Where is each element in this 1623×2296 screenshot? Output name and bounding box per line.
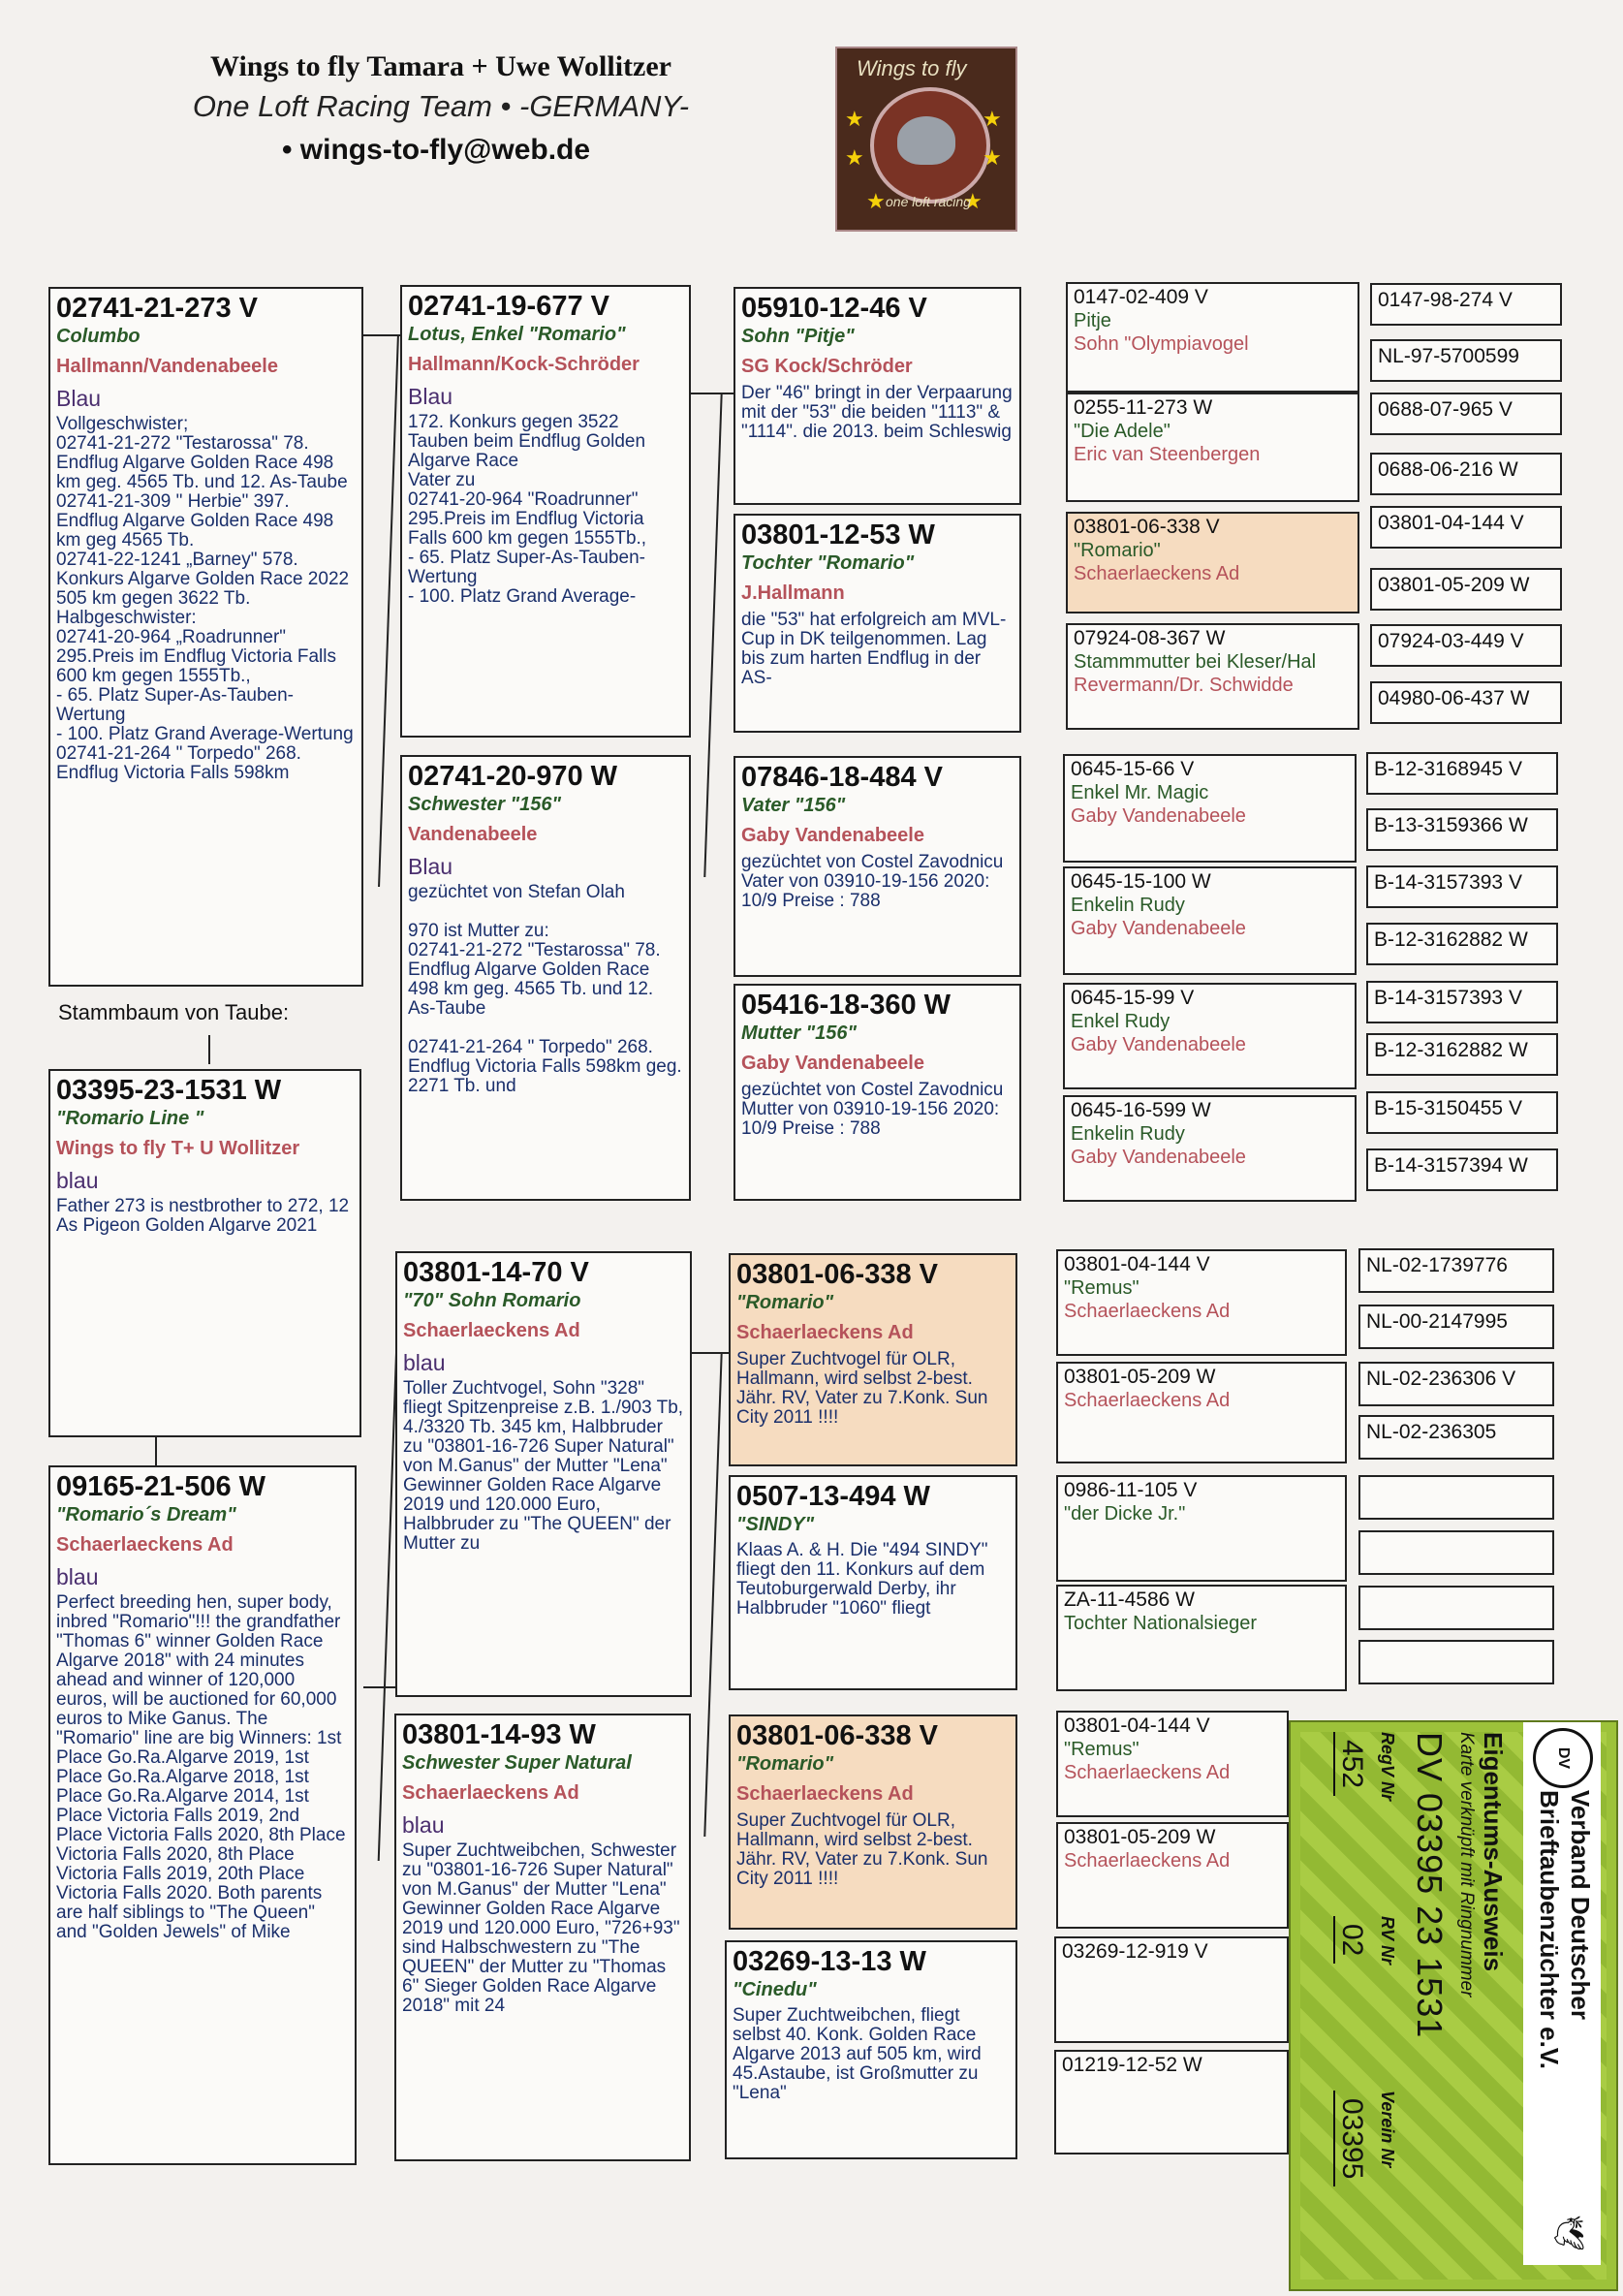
ggggp-cell[interactable] — [1358, 1586, 1554, 1630]
gggp-ring: 0645-15-100 W — [1071, 870, 1211, 893]
gggp-breeder: Gaby Vandenabeele — [1071, 1147, 1246, 1168]
ggp-ring: 03801-06-338 V — [736, 1720, 938, 1751]
team-logo — [835, 47, 1017, 232]
gggp-card[interactable] — [1066, 512, 1359, 613]
gggp-breeder: Eric van Steenbergen — [1074, 444, 1261, 465]
gp-ring: 02741-20-970 W — [408, 761, 618, 792]
subject-breeder: Wings to fly T+ U Wollitzer — [56, 1138, 300, 1159]
ggp-ring: 05910-12-46 V — [741, 293, 927, 324]
ggp-ring: 0507-13-494 W — [736, 1481, 930, 1512]
ggp-ring: 03801-06-338 V — [736, 1259, 938, 1290]
ggggp-cell[interactable] — [1358, 1640, 1554, 1684]
sire-text: Vollgeschwister; 02741-21-272 "Testarossa" 78. Endflug Algarve Golden Race 498 km geg. 4565 Tb. und 12. As-Taube 02741-21-309 " Herbie" 397. Endflug Algarve Golden Race 498 km geg 4565 Tb. 02741-22-1241 „Barney" 578. Konkurs Algarve Golden Race 2022 505 km gegen 3622 Tb. Halbgeschwister: 02741-20-964 „Roadrunner" 295.Preis im Endflug Victoria Falls 600 km gegen 1555Tb., - 65. Platz Super-As-Tauben-Wertung - 100. Platz Grand Average-Wertung 02741-21-264 " Torpedo" 268. Endflug Victoria Falls 598km — [56, 414, 354, 783]
gggp-card[interactable] — [1063, 983, 1357, 1089]
gggp-card[interactable] — [1066, 282, 1359, 393]
ggp-text: Super Zuchtweibchen, fliegt selbst 40. Konk. Golden Race Algarve 2013 auf 505 km, wird 45.Astaube, ist Großmutter zu "Lena" — [733, 2005, 982, 2103]
gggp-ring: 0645-15-99 V — [1071, 987, 1195, 1009]
pigeon-icon: 🕊 — [1552, 2214, 1584, 2251]
pedigree-label: Stammbaum von Taube: — [58, 1000, 290, 1024]
star-icon: ★ — [963, 189, 983, 213]
ggggp-cell[interactable]: 0688-07-965 V — [1370, 393, 1562, 435]
ggggp-cell[interactable]: B-14-3157394 W — [1366, 1148, 1558, 1191]
logo-text-bottom: one loft racing — [886, 194, 971, 209]
star-icon: ★ — [983, 145, 1002, 170]
card-rv-value: 02 — [1333, 1916, 1368, 1964]
dam-text: Perfect breeding hen, super body, inbred "Romario"!!! the grandfather "Thomas 6" winner Golden Race Algarve 2018" with 24 minutes ahead and winner of 120,000 euros, will be auctioned for 60,000 euros to Mike Ganus. The "Romario" line are big Winners: 1st Place Go.Ra.Algarve 2019, 1st Place Go.Ra.Algarve 2018, 1st Place Go.Ra.Algarve 2014, 1st Place Victoria Falls 2019, 2nd Place Victoria Falls 2020, 8th Place Victoria Falls 2020, 8th Place Victoria Falls 2019, 20th Place Victoria Falls 2020. Both parents are half siblings to "The Queen" and "Golden Jewels" of Mike — [56, 1592, 346, 1942]
card-verein-value: 03395 — [1333, 2091, 1368, 2186]
gp-breeder: Vandenabeele — [408, 824, 538, 845]
ggp-text: Super Zuchtvogel für OLR, Hallmann, wird selbst 2-best. Jähr. RV, Vater zu 7.Konk. Sun City 2011 !!!! — [736, 1349, 988, 1428]
ggggp-cell[interactable]: 0688-06-216 W — [1370, 453, 1562, 495]
ggp-name: Sohn "Pitje" — [741, 326, 855, 347]
gggp-card[interactable] — [1056, 1475, 1347, 1582]
gggp-card[interactable] — [1063, 754, 1357, 863]
ggp-breeder: Gaby Vandenabeele — [741, 1053, 924, 1074]
gp-ring: 03801-14-70 V — [403, 1257, 589, 1288]
ggp-ring: 03269-13-13 W — [733, 1946, 926, 1977]
sire-name: Columbo — [56, 326, 140, 347]
dam-card[interactable] — [48, 1465, 357, 2165]
gggp-ring: 0255-11-273 W — [1074, 396, 1213, 419]
gp-ring: 03801-14-93 W — [402, 1719, 596, 1750]
gggp-ring: 07924-08-367 W — [1074, 627, 1226, 649]
dam-breeder: Schaerlaeckens Ad — [56, 1534, 234, 1556]
ggp-name: Tochter "Romario" — [741, 552, 915, 574]
gggp-name: Pitje — [1074, 310, 1111, 331]
ggggp-cell[interactable]: NL-97-5700599 — [1370, 339, 1562, 382]
card-verein-label: Verein Nr — [1378, 2091, 1397, 2168]
ggggp-cell[interactable]: 04980-06-437 W — [1370, 681, 1562, 724]
great-grandparent-card[interactable] — [733, 514, 1021, 733]
card-org-line2: Brieftaubenzüchter e.V. — [1535, 1790, 1564, 2070]
gp-color: Blau — [408, 384, 453, 409]
subject-text: Father 273 is nestbrother to 272, 12 As Pigeon Golden Algarve 2021 — [56, 1196, 350, 1236]
gggp-name: Enkel Rudy — [1071, 1011, 1170, 1032]
ggp-name: "Romario" — [736, 1753, 834, 1775]
gggp-ring: 03801-06-338 V — [1074, 516, 1220, 538]
gggp-ring: 03801-04-144 V — [1064, 1714, 1210, 1737]
header-email[interactable]: • wings-to-fly@web.de — [281, 134, 591, 166]
ggp-name: "Cinedu" — [733, 1979, 817, 2000]
gggp-breeder: Schaerlaeckens Ad — [1064, 1762, 1231, 1783]
gggp-ring: 0986-11-105 V — [1064, 1479, 1198, 1501]
header-subtitle: One Loft Racing Team • -GERMANY- — [192, 89, 690, 123]
ggggp-cell[interactable] — [1358, 1475, 1554, 1520]
ggp-name: Mutter "156" — [741, 1022, 857, 1044]
ggggp-cell[interactable]: B-12-3162882 W — [1366, 923, 1558, 965]
sire-breeder: Hallmann/Vandenabeele — [56, 356, 278, 377]
ggp-breeder: SG Kock/Schröder — [741, 356, 913, 377]
ggp-text: Klaas A. & H. Die "494 SINDY" fliegt den 11. Konkurs auf dem Teutoburgerwald Derby, ihr Halbbruder "1060" fliegt — [736, 1540, 988, 1619]
card-subtitle: Karte verknüpft mit Ringnummer — [1456, 1732, 1477, 1997]
gggp-card[interactable] — [1056, 1711, 1289, 1817]
ggp-breeder: Schaerlaeckens Ad — [736, 1783, 914, 1805]
gggp-ring: 03801-04-144 V — [1064, 1253, 1210, 1275]
ggggp-cell[interactable]: NL-02-236306 V — [1358, 1362, 1554, 1406]
ggp-name: "Romario" — [736, 1292, 834, 1313]
gp-color: blau — [403, 1350, 446, 1375]
subject-card[interactable] — [48, 1069, 361, 1437]
card-regv-value: 452 — [1333, 1732, 1368, 1796]
gggp-name: "der Dicke Jr." — [1064, 1503, 1186, 1525]
card-org-line1: Verband Deutscher — [1566, 1790, 1595, 2020]
ggggp-cell[interactable]: B-13-3159366 W — [1366, 808, 1558, 851]
great-grandparent-card[interactable] — [725, 1940, 1017, 2159]
gp-text: Toller Zuchtvogel, Sohn "328" fliegt Spitzenpreise z.B. 1./903 Tb, 4./3320 Tb. 345 km, Halbbruder zu "03801-16-726 Super Natural" von M.Ganus" der Mutter "Lena" Gewinner Golden Race Algarve 2019 und 120.000 Euro, Halbbruder zu "The QUEEN" der Mutter zu — [403, 1378, 684, 1554]
gp-breeder: Hallmann/Kock-Schröder — [408, 354, 640, 375]
gggp-breeder: Gaby Vandenabeele — [1071, 918, 1246, 939]
card-title: Eigentums-Ausweis — [1479, 1732, 1508, 1972]
great-grandparent-card[interactable] — [733, 287, 1021, 505]
great-grandparent-card[interactable] — [729, 1714, 1017, 1930]
gggp-name: "Die Adele" — [1074, 421, 1170, 442]
ggp-text: gezüchtet von Costel Zavodnicu Vater von 03910-19-156 2020: 10/9 Preise : 788 — [741, 852, 1004, 911]
gggp-name: Tochter Nationalsieger — [1064, 1613, 1257, 1634]
dam-color: blau — [56, 1564, 99, 1589]
dv-seal-icon: DV — [1533, 1728, 1593, 1788]
ggp-ring: 07846-18-484 V — [741, 762, 943, 793]
gp-text: gezüchtet von Stefan Olah 970 ist Mutter zu: 02741-21-272 "Testarossa" 78. Endflug Algarve Golden Race 498 km geg. 4565 Tb. und 12. As-Taube 02741-21-264 " Torpedo" 268. Endflug Victoria Falls 598km geg. 2271 Tb. und — [408, 882, 682, 1096]
card-ring-number: DV 03395 23 1531 — [1410, 1732, 1450, 2039]
great-grandparent-card[interactable] — [733, 984, 1021, 1201]
gp-breeder: Schaerlaeckens Ad — [402, 1782, 579, 1804]
grandparent-card[interactable] — [394, 1714, 691, 2161]
dam-ring: 09165-21-506 W — [56, 1471, 266, 1502]
gggp-ring: ZA-11-4586 W — [1064, 1588, 1195, 1611]
gggp-card[interactable] — [1056, 1822, 1289, 1929]
gggp-card[interactable] — [1056, 1249, 1347, 1356]
gggp-name: "Remus" — [1064, 1277, 1139, 1299]
subject-ring: 03395-23-1531 W — [56, 1075, 282, 1106]
gggp-card[interactable] — [1066, 393, 1359, 502]
gggp-ring: 0645-16-599 W — [1071, 1099, 1211, 1121]
sire-color: Blau — [56, 386, 102, 411]
gggp-card[interactable] — [1056, 1362, 1347, 1463]
gggp-card[interactable] — [1063, 866, 1357, 975]
card-content — [1300, 1722, 1601, 2265]
gggp-name: Enkelin Rudy — [1071, 1123, 1185, 1145]
gp-text: 172. Konkurs gegen 3522 Tauben beim Endflug Golden Algarve Race Vater zu 02741-20-964 "Roadrunner" 295.Preis im Endflug Victoria Falls 600 km gegen 1555Tb., - 65. Platz Super-As-Tauben-Wertung - 100. Platz Grand Average- — [408, 412, 647, 607]
gggp-breeder: Gaby Vandenabeele — [1071, 805, 1246, 827]
gp-name: Schwester Super Natural — [402, 1752, 632, 1774]
great-grandparent-card[interactable] — [733, 756, 1021, 977]
subject-name: "Romario Line " — [56, 1108, 204, 1129]
gggp-name: "Remus" — [1064, 1739, 1139, 1760]
card-rv-label: RV Nr — [1378, 1916, 1397, 1966]
ggggp-cell[interactable]: B-12-3168945 V — [1366, 752, 1558, 795]
gggp-name: Enkel Mr. Magic — [1071, 782, 1209, 803]
ggp-text: Super Zuchtvogel für OLR, Hallmann, wird selbst 2-best. Jähr. RV, Vater zu 7.Konk. Sun City 2011 !!!! — [736, 1810, 988, 1889]
gggp-breeder: Revermann/Dr. Schwidde — [1074, 675, 1294, 696]
ggp-ring: 03801-12-53 W — [741, 519, 935, 550]
gp-name: "70" Sohn Romario — [403, 1290, 581, 1311]
star-icon: ★ — [845, 145, 864, 170]
great-grandparent-card[interactable] — [729, 1475, 1017, 1690]
gggp-breeder: Schaerlaeckens Ad — [1064, 1301, 1231, 1322]
gp-text: Super Zuchtweibchen, Schwester zu "03801-16-726 Super Natural" von M.Ganus" der Mutter "Lena" Gewinner Golden Race Algarve 2019 und 120.000 Euro, "726+93" sind Halbschwestern zu "The QUEEN" der Mutter zu "Thomas 6" Sieger Golden Race Algarve 2018" mit 24 — [402, 1840, 680, 2016]
ggggp-cell[interactable]: NL-02-1739776 — [1358, 1248, 1554, 1293]
gggp-card[interactable] — [1066, 623, 1359, 730]
ggp-breeder: Schaerlaeckens Ad — [736, 1322, 914, 1343]
gggp-card[interactable] — [1054, 2050, 1289, 2154]
ggggp-cell[interactable]: NL-02-236305 — [1358, 1415, 1554, 1460]
sire-ring: 02741-21-273 V — [56, 293, 258, 324]
ggp-text: die "53" hat erfolgreich am MVL-Cup in DK teilgenommen. Lag bis zum harten Endflug in der AS- — [741, 610, 1007, 688]
gggp-card[interactable] — [1054, 1936, 1289, 2043]
ggggp-cell[interactable] — [1358, 1530, 1554, 1575]
ggp-name: Vater "156" — [741, 795, 846, 816]
ggggp-cell[interactable]: B-14-3157393 V — [1366, 865, 1558, 908]
gggp-breeder: Gaby Vandenabeele — [1071, 1034, 1246, 1055]
ggp-breeder: Gaby Vandenabeele — [741, 825, 924, 846]
gggp-name: Enkelin Rudy — [1071, 895, 1185, 916]
great-grandparent-card[interactable] — [729, 1253, 1017, 1466]
gp-name: Lotus, Enkel "Romario" — [408, 324, 626, 345]
ggp-name: "SINDY" — [736, 1514, 815, 1535]
ownership-card — [1289, 1720, 1618, 2291]
gp-color: Blau — [408, 854, 453, 879]
gp-ring: 02741-19-677 V — [408, 291, 609, 322]
logo-text-top: Wings to fly — [857, 56, 967, 80]
grandparent-card[interactable] — [395, 1251, 692, 1697]
header-title: Wings to fly Tamara + Uwe Wollitzer — [210, 50, 671, 82]
ggp-ring: 05416-18-360 W — [741, 990, 952, 1021]
gggp-card[interactable] — [1056, 1585, 1347, 1691]
gp-color: blau — [402, 1812, 445, 1838]
gggp-breeder: Sohn "Olympiavogel — [1074, 333, 1249, 355]
gp-name: Schwester "156" — [408, 794, 561, 815]
ggp-breeder: J.Hallmann — [741, 582, 845, 604]
gggp-ring: 0645-15-66 V — [1071, 758, 1195, 780]
ggggp-cell[interactable]: 07924-03-449 V — [1370, 624, 1562, 667]
star-icon: ★ — [845, 107, 864, 131]
gggp-card[interactable] — [1063, 1095, 1357, 1202]
gggp-name: "Romario" — [1074, 540, 1161, 561]
gggp-ring: 01219-12-52 W — [1062, 2054, 1202, 2076]
gggp-ring: 03801-05-209 W — [1064, 1826, 1216, 1848]
star-icon: ★ — [983, 107, 1002, 131]
ggggp-cell[interactable]: NL-00-2147995 — [1358, 1305, 1554, 1349]
pigeon-icon — [897, 116, 955, 165]
subject-color: blau — [56, 1168, 99, 1193]
gggp-ring: 03801-05-209 W — [1064, 1366, 1216, 1388]
gggp-breeder: Schaerlaeckens Ad — [1064, 1850, 1231, 1871]
gggp-ring: 03269-12-919 V — [1062, 1940, 1208, 1963]
dam-name: "Romario´s Dream" — [56, 1504, 236, 1525]
star-icon: ★ — [866, 189, 886, 213]
ggggp-cell[interactable]: 03801-04-144 V — [1370, 506, 1562, 549]
card-regv-label: RegV Nr — [1378, 1732, 1397, 1802]
gggp-ring: 0147-02-409 V — [1074, 286, 1208, 308]
sire-card[interactable] — [48, 287, 363, 987]
grandparent-card[interactable] — [400, 755, 691, 1201]
gp-breeder: Schaerlaeckens Ad — [403, 1320, 580, 1341]
grandparent-card[interactable] — [400, 285, 691, 738]
gggp-name: Stammmutter bei Kleser/Hal — [1074, 651, 1317, 673]
ggggp-cell[interactable]: B-15-3150455 V — [1366, 1091, 1558, 1134]
ggggp-cell[interactable]: B-14-3157393 V — [1366, 981, 1558, 1023]
ggggp-cell[interactable]: B-12-3162882 W — [1366, 1033, 1558, 1076]
ggp-text: gezüchtet von Costel Zavodnicu Mutter von 03910-19-156 2020: 10/9 Preise : 788 — [741, 1080, 1004, 1139]
ggggp-cell[interactable]: 0147-98-274 V — [1370, 283, 1562, 326]
ggp-text: Der "46" bringt in der Verpaarung mit der "53" die beiden "1113" & "1114". die 2013. beim Schleswig — [741, 383, 1013, 442]
gggp-breeder: Schaerlaeckens Ad — [1074, 563, 1240, 584]
ggggp-cell[interactable]: 03801-05-209 W — [1370, 568, 1562, 611]
gggp-breeder: Schaerlaeckens Ad — [1064, 1390, 1231, 1411]
